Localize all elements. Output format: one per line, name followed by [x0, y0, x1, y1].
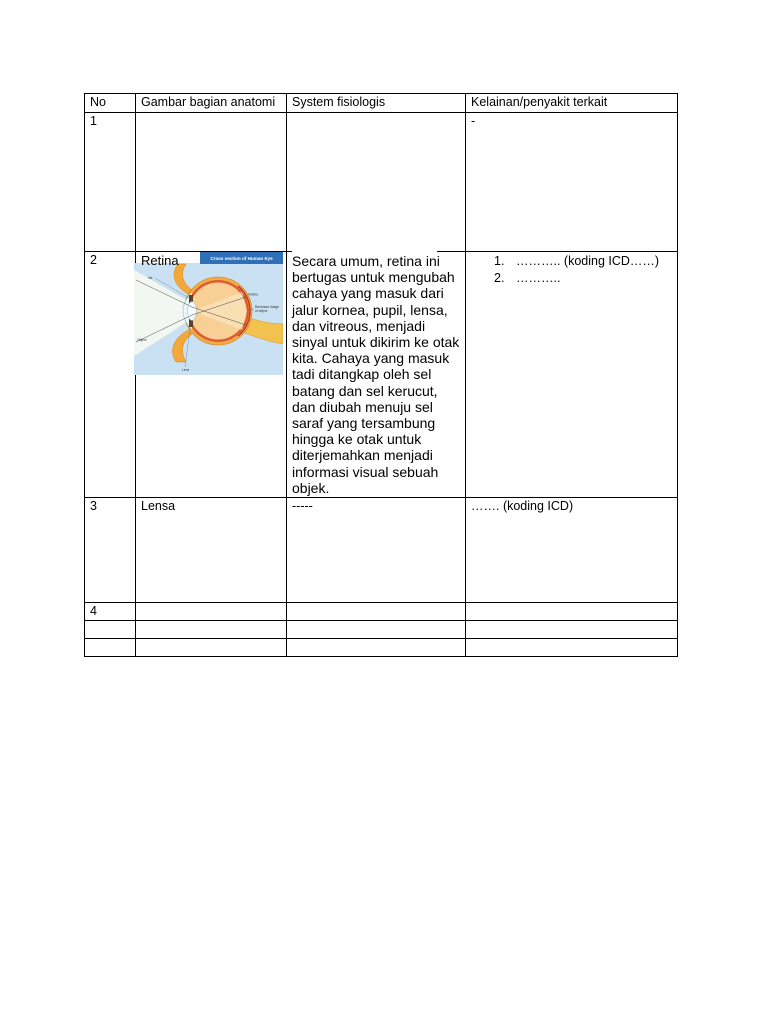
row-4-no: 4 [84, 602, 135, 620]
row-1-fisiologis [286, 112, 465, 251]
row-2-kelainan [465, 251, 677, 497]
row-5-no [84, 620, 135, 638]
row-2-gambar [135, 251, 286, 497]
retina-title: Retina [141, 253, 179, 268]
row-1-no: 1 [84, 112, 135, 251]
anatomy-table [84, 93, 678, 657]
row-5-gambar [135, 620, 286, 638]
row-6-no [84, 638, 135, 656]
row-2-fisiologis [286, 251, 465, 497]
reversed-image-label-line2: of object [255, 309, 268, 313]
list-item-text: ……….. (koding ICD……) [516, 254, 660, 268]
eye-cross-section-image [134, 252, 283, 375]
row-1-gambar [135, 112, 286, 251]
row-6-fisiologis [286, 638, 465, 656]
list-item-text: ……….. [516, 271, 561, 285]
list-marker: 1. [494, 254, 505, 268]
row-4-kelainan [465, 602, 677, 620]
lens-shape [188, 302, 197, 321]
retina-diagram-label: Retina [248, 292, 259, 297]
row-4-fisiologis [286, 602, 465, 620]
iris-label: Iris [148, 276, 153, 280]
row-3-fisiologis: ----- [286, 497, 465, 602]
row-3-kelainan: ……. (koding ICD) [465, 497, 677, 602]
row-1-kelainan: - [465, 112, 677, 251]
list-marker: 2. [494, 271, 505, 285]
row-5-kelainan [465, 620, 677, 638]
object-label: Object [137, 338, 147, 342]
retina-physiology-text: Secara umum, retina ini bertugas untuk mengubah cahaya yang masuk dari jalur kornea, pupil, lensa, dan vitreous, menjadi sinyal untuk dikirim ke otak kita. Cahaya yang masuk tadi ditangkap oleh sel batang dan sel kerucut, dan diubah menuju sel saraf yang tersambung hingga ke otak untuk diterjemahkan menjadi informasi visual sebuah objek. [292, 253, 460, 496]
list-item [471, 253, 677, 270]
header-fisiologis: System fisiologis [286, 93, 465, 112]
row-6-kelainan [465, 638, 677, 656]
lens-label: Lens [182, 368, 190, 372]
reversed-image-label-line1: Reversed image [255, 305, 280, 309]
header-gambar: Gambar bagian anatomi [135, 93, 286, 112]
header-kelainan: Kelainan/penyakit terkait [465, 93, 677, 112]
row-4-gambar [135, 602, 286, 620]
header-no: No [84, 93, 135, 112]
row-2-no: 2 [84, 251, 135, 497]
row-6-gambar [135, 638, 286, 656]
list-item [471, 270, 677, 287]
row-3-gambar: Lensa [135, 497, 286, 602]
row-5-fisiologis [286, 620, 465, 638]
image-header-text: Cross section of Human Eye [210, 255, 273, 261]
row-3-no: 3 [84, 497, 135, 602]
